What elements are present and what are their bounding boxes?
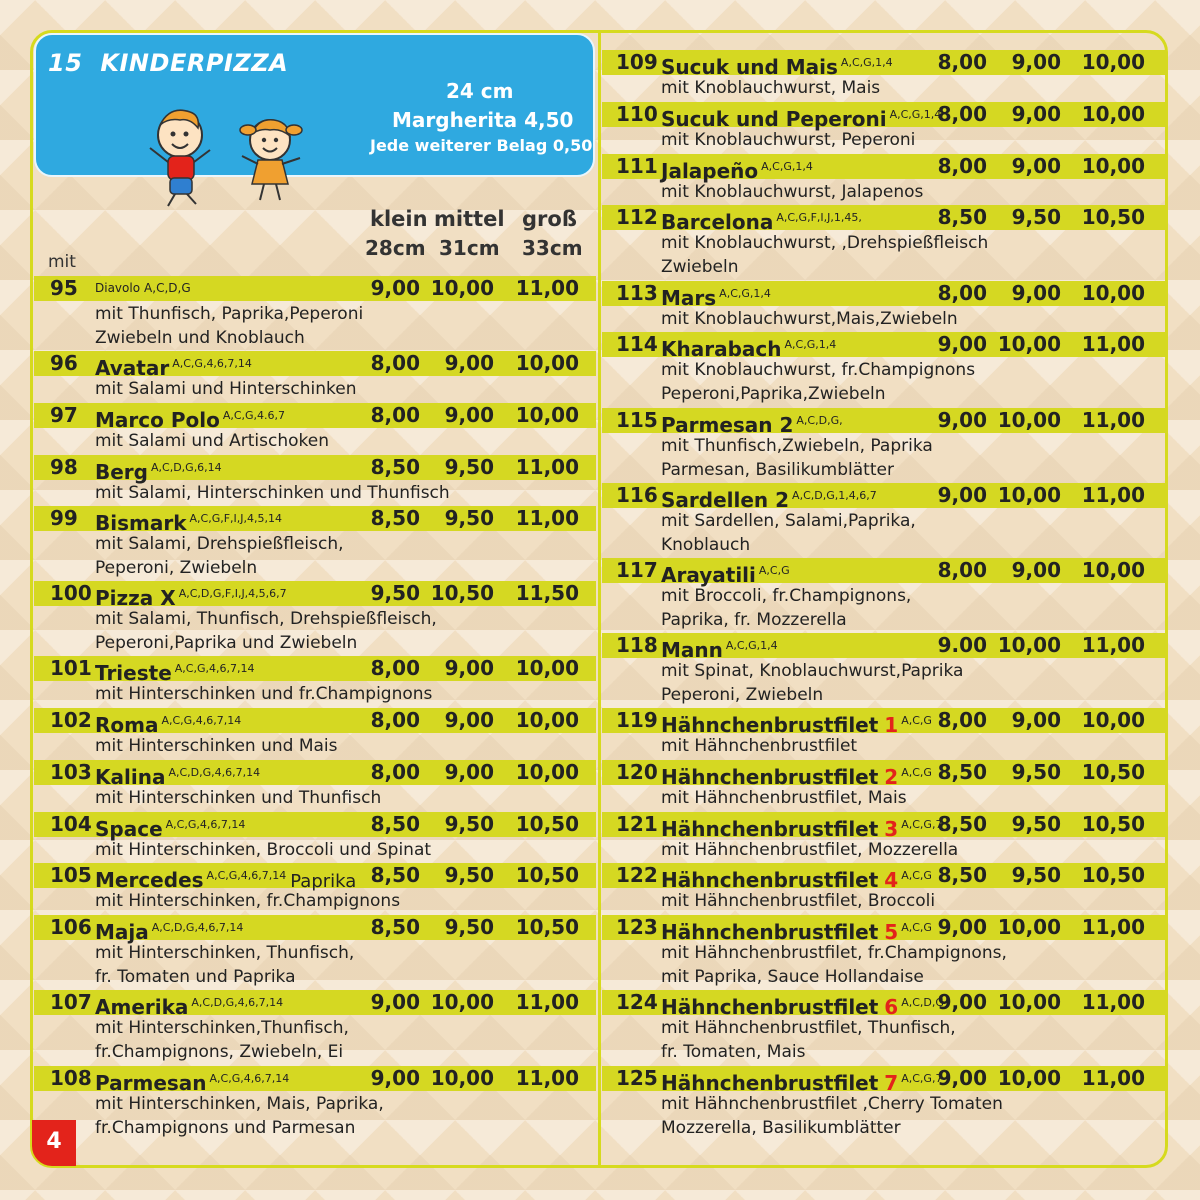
kinderpizza-size: 24 cm: [446, 79, 514, 103]
item-allergens: A,C,G,1,4: [719, 287, 771, 300]
item-price-klein: 8,00: [937, 558, 987, 582]
item-allergens: A,C,D,G,4,6,7,14: [151, 921, 244, 934]
item-number: 113: [616, 281, 658, 305]
item-allergens: A,C,G,1,4: [840, 56, 893, 69]
item-allergens: A,C,G,1,4: [889, 108, 942, 121]
item-price-mittel: 9,00: [444, 403, 494, 427]
item-number: 121: [616, 812, 658, 836]
item-number: 112: [616, 205, 658, 229]
item-description: mit Hähnchenbrustfilet, Thunfisch, fr. Tomaten, Mais: [661, 1018, 956, 1062]
item-price-gross: 10,00: [1081, 102, 1145, 126]
item-description: mit Knoblauchwurst, Mais: [661, 78, 881, 98]
item-description: mit Knoblauchwurst,Mais,Zwiebeln: [661, 309, 958, 329]
item-number: 95: [50, 276, 78, 300]
item-price-mittel: 9,50: [1011, 760, 1061, 784]
item-allergens: A,C,G,4,6,7,14: [172, 357, 252, 370]
item-price-mittel: 9,00: [1011, 558, 1061, 582]
item-price-mittel: 10,00: [997, 990, 1061, 1014]
item-name-text: Hähnchenbrustfilet: [661, 765, 879, 789]
item-price-klein: 9,00: [937, 483, 987, 507]
item-price-klein: 8,00: [937, 154, 987, 178]
kinderpizza-extra: Jede weiterer Belag 0,50: [370, 136, 593, 155]
item-number: 124: [616, 990, 658, 1014]
item-allergens: A,C,D,G,: [796, 414, 843, 427]
item-name-text: Roma: [95, 713, 159, 737]
item-price-klein: 9,00: [937, 1066, 987, 1090]
item-name-text: Hähnchenbrustfilet: [661, 1071, 879, 1095]
item-description: mit Broccoli, fr.Champignons, Paprika, fr. Mozzerella: [661, 586, 912, 630]
item-description: mit Knoblauchwurst, Peperoni: [661, 130, 916, 150]
item-description: mit Sardellen, Salami,Paprika, Knoblauch: [661, 511, 916, 555]
item-name-text: Hähnchenbrustfilet: [661, 995, 879, 1019]
item-allergens: A,C,G,4,6,7,14: [206, 869, 287, 882]
item-allergens: A,C,G,4,6,7,14: [209, 1072, 290, 1085]
item-price-mittel: 9,00: [1011, 154, 1061, 178]
item-price-gross: 11,00: [515, 455, 579, 479]
item-description: mit Hinterschinken und Mais: [95, 736, 338, 756]
item-price-gross: 10,00: [1081, 708, 1145, 732]
item-description: mit Hinterschinken, Broccoli und Spinat: [95, 840, 432, 860]
item-price-klein: 9.00: [937, 633, 987, 657]
item-name-text: Parmesan: [95, 1071, 207, 1095]
item-allergens: A,C,D,G,4,6,7,14: [168, 766, 261, 779]
item-name-text: Bismark: [95, 511, 187, 535]
item-variant-number: 7: [884, 1071, 899, 1095]
item-name-text: Sucuk und Peperoni: [661, 107, 887, 131]
item-price-mittel: 9,00: [444, 708, 494, 732]
item-price-gross: 11,00: [515, 276, 579, 300]
item-description: mit Hähnchenbrustfilet, fr.Champignons, mit Paprika, Sauce Hollandaise: [661, 943, 1007, 987]
header-gross: groß: [522, 207, 577, 231]
item-extra-word: Paprika: [290, 871, 357, 892]
item-price-mittel: 9,50: [444, 506, 494, 530]
item-price-klein: 9,00: [370, 990, 420, 1014]
header-klein-size: 28cm: [365, 236, 426, 260]
item-number: 114: [616, 332, 658, 356]
item-price-klein: 8,00: [937, 708, 987, 732]
item-number: 98: [50, 455, 78, 479]
kids-illustration: [140, 100, 320, 210]
item-number: 122: [616, 863, 658, 887]
item-number: 125: [616, 1066, 658, 1090]
item-allergens: A,C,G,F,I,J,1,45,: [776, 211, 862, 224]
item-variant-number: 5: [884, 920, 899, 944]
item-allergens: A,C,G,4,6,7,14: [174, 662, 255, 675]
kinderpizza-title: 15 KINDERPIZZA: [48, 49, 289, 77]
item-allergens: A,C,G,7: [901, 1072, 943, 1085]
header-mit: mit: [48, 252, 76, 272]
item-name-text: Sucuk und Mais: [661, 55, 838, 79]
item-number: 105: [50, 863, 92, 887]
item-price-gross: 10,50: [1081, 205, 1145, 229]
item-name-text: Hähnchenbrustfilet: [661, 817, 879, 841]
item-description: mit Hähnchenbrustfilet, Broccoli: [661, 891, 936, 911]
item-allergens: A,C,G,4.6,7: [222, 409, 286, 422]
item-allergens: A,C,G,1,4: [761, 160, 813, 173]
item-allergens: A,C,G,1,4: [784, 338, 837, 351]
item-name-text: Hähnchenbrustfilet: [661, 713, 879, 737]
item-price-gross: 10,00: [1081, 50, 1145, 74]
item-price-gross: 10,00: [515, 656, 579, 680]
item-number: 106: [50, 915, 92, 939]
item-name-text: Jalapeño: [661, 159, 759, 183]
item-description: mit Salami, Thunfisch, Drehspießfleisch, Peperoni,Paprika und Zwiebeln: [95, 609, 437, 653]
item-price-klein: 9,00: [370, 276, 420, 300]
item-name-text: Pizza X: [95, 586, 176, 610]
item-price-klein: 8,00: [937, 281, 987, 305]
item-name-text: Maja: [95, 920, 149, 944]
item-price-gross: 10,00: [515, 708, 579, 732]
item-price-mittel: 9,00: [1011, 50, 1061, 74]
item-number: 118: [616, 633, 658, 657]
item-price-gross: 11,00: [515, 990, 579, 1014]
item-name-text: Kalina: [95, 765, 166, 789]
item-name-text: Space: [95, 817, 163, 841]
item-name-text: Diavolo: [95, 281, 141, 295]
item-price-klein: 8,00: [370, 656, 420, 680]
item-name-text: Marco Polo: [95, 408, 220, 432]
item-price-gross: 10,50: [1081, 863, 1145, 887]
item-price-klein: 8,50: [937, 863, 987, 887]
item-number: 99: [50, 506, 78, 530]
item-price-gross: 10,00: [1081, 154, 1145, 178]
item-name-text: Berg: [95, 460, 148, 484]
item-price-mittel: 9,00: [444, 351, 494, 375]
item-price-klein: 8,00: [370, 351, 420, 375]
item-price-mittel: 10,50: [430, 581, 494, 605]
item-number: 108: [50, 1066, 92, 1090]
item-allergens: A,C,G,4,6,7,14: [161, 714, 242, 727]
boy-figure: [150, 110, 210, 206]
item-description: mit Hähnchenbrustfilet: [661, 736, 858, 756]
item-number: 107: [50, 990, 92, 1014]
item-price-gross: 11,00: [1081, 915, 1145, 939]
item-description: mit Knoblauchwurst, fr.Champignons Peperoni,Paprika,Zwiebeln: [661, 360, 976, 404]
item-price-klein: 8,00: [370, 760, 420, 784]
item-number: 103: [50, 760, 92, 784]
item-price-mittel: 9,50: [444, 455, 494, 479]
item-price-mittel: 10,00: [997, 483, 1061, 507]
item-number: 115: [616, 408, 658, 432]
item-allergens: A,C,G,4,6,7,14: [165, 818, 246, 831]
girl-figure: [240, 120, 302, 200]
item-allergens: A,C,G: [901, 921, 932, 934]
header-mittel: mittel: [434, 207, 505, 231]
item-number: 123: [616, 915, 658, 939]
item-price-mittel: 9,00: [444, 760, 494, 784]
item-name-text: Hähnchenbrustfilet: [661, 920, 879, 944]
item-name-text: Mars: [661, 286, 717, 310]
item-price-gross: 11,00: [1081, 483, 1145, 507]
item-number: 111: [616, 154, 658, 178]
item-price-mittel: 9,50: [444, 812, 494, 836]
item-price-klein: 9,00: [370, 1066, 420, 1090]
item-description: mit Hähnchenbrustfilet ,Cherry Tomaten Mozzerella, Basilikumblätter: [661, 1094, 1003, 1138]
item-allergens: A,C,G: [758, 564, 790, 577]
item-price-mittel: 9,50: [444, 915, 494, 939]
item-price-gross: 10,50: [515, 812, 579, 836]
item-allergens: A,C,D,G,6,14: [151, 461, 222, 474]
item-price-gross: 11,00: [1081, 1066, 1145, 1090]
item-name-text: Parmesan 2: [661, 413, 794, 437]
item-name: [95, 276, 191, 304]
item-variant-number: 2: [884, 765, 899, 789]
item-price-mittel: 9,00: [444, 656, 494, 680]
item-price-klein: 8,50: [937, 760, 987, 784]
item-price-gross: 10,50: [1081, 760, 1145, 784]
item-price-gross: 11,00: [1081, 990, 1145, 1014]
item-number: 119: [616, 708, 658, 732]
item-name-text: Sardellen 2: [661, 488, 790, 512]
item-description: mit Spinat, Knoblauchwurst,Paprika Peperoni, Zwiebeln: [661, 661, 964, 705]
item-price-gross: 11,00: [1081, 633, 1145, 657]
item-price-klein: 8,50: [370, 863, 420, 887]
item-description: mit Thunfisch, Paprika,Peperoni Zwiebeln und Knoblauch: [95, 304, 364, 348]
item-price-gross: 10,00: [1081, 558, 1145, 582]
item-description: mit Knoblauchwurst, Jalapenos: [661, 182, 924, 202]
item-price-klein: 8,00: [370, 403, 420, 427]
item-number: 101: [50, 656, 92, 680]
item-allergens: A,C,G: [901, 869, 932, 882]
item-description: mit Hinterschinken,Thunfisch, fr.Champignons, Zwiebeln, Ei: [95, 1018, 349, 1062]
item-price-klein: 9,00: [937, 915, 987, 939]
item-description: mit Salami und Hinterschinken: [95, 379, 357, 399]
item-description: mit Thunfisch,Zwiebeln, Paprika Parmesan, Basilikumblätter: [661, 436, 933, 480]
item-price-mittel: 10,00: [430, 276, 494, 300]
item-price-klein: 8,50: [370, 915, 420, 939]
item-price-mittel: 10,00: [997, 1066, 1061, 1090]
item-price-mittel: 10,00: [997, 408, 1061, 432]
item-price-mittel: 9,00: [1011, 281, 1061, 305]
item-allergens: A,C,G: [901, 766, 932, 779]
item-description: mit Salami und Artischoken: [95, 431, 329, 451]
item-number: 109: [616, 50, 658, 74]
item-price-gross: 10,50: [515, 915, 579, 939]
item-price-gross: 10,50: [515, 863, 579, 887]
item-allergens: A,C,D,G,F,I,J,4,5,6,7: [178, 587, 287, 600]
item-price-gross: 11,00: [1081, 332, 1145, 356]
item-description: mit Salami, Hinterschinken und Thunfisch: [95, 483, 450, 503]
item-name-text: Avatar: [95, 356, 170, 380]
item-price-mittel: 9,00: [1011, 708, 1061, 732]
item-name-text: Mann: [661, 638, 723, 662]
item-name-text: Barcelona: [661, 210, 774, 234]
item-price-klein: 8,00: [937, 50, 987, 74]
item-price-mittel: 10,00: [430, 990, 494, 1014]
item-price-gross: 10,00: [515, 403, 579, 427]
item-number: 110: [616, 102, 658, 126]
item-variant-number: 6: [884, 995, 899, 1019]
item-variant-number: 1: [884, 713, 899, 737]
item-number: 102: [50, 708, 92, 732]
item-price-mittel: 9,50: [1011, 863, 1061, 887]
item-number: 96: [50, 351, 78, 375]
column-divider: [598, 32, 601, 1166]
item-price-klein: 8,50: [370, 506, 420, 530]
header-klein: klein: [370, 207, 428, 231]
item-name-text: Hähnchenbrustfilet: [661, 868, 879, 892]
item-allergens: A,C,D,G: [901, 996, 944, 1009]
item-description: mit Hinterschinken, fr.Champignons: [95, 891, 401, 911]
item-price-mittel: 9,50: [444, 863, 494, 887]
item-allergens: A,C,D,G,4,6,7,14: [191, 996, 284, 1009]
item-description: mit Hinterschinken und Thunfisch: [95, 788, 382, 808]
item-price-gross: 10,50: [1081, 812, 1145, 836]
item-price-klein: 9,00: [937, 990, 987, 1014]
item-name-text: Amerika: [95, 995, 189, 1019]
item-price-gross: 11,00: [1081, 408, 1145, 432]
item-allergens: A,C,D,G: [144, 281, 191, 295]
item-price-klein: 8,50: [937, 812, 987, 836]
item-description: mit Hinterschinken und fr.Champignons: [95, 684, 433, 704]
item-allergens: A,C,G,7: [901, 818, 943, 831]
item-price-gross: 11,00: [515, 1066, 579, 1090]
item-price-klein: 8,50: [937, 205, 987, 229]
page-number: 4: [32, 1120, 76, 1166]
item-price-mittel: 9,50: [1011, 205, 1061, 229]
item-price-klein: 8,00: [937, 102, 987, 126]
item-description: mit Hinterschinken, Mais, Paprika, fr.Champignons und Parmesan: [95, 1094, 384, 1138]
item-price-gross: 10,00: [515, 351, 579, 375]
item-allergens: A,C,D,G,1,4,6,7: [792, 489, 877, 502]
item-price-mittel: 10,00: [997, 633, 1061, 657]
item-price-gross: 10,00: [1081, 281, 1145, 305]
item-price-klein: 9,00: [937, 408, 987, 432]
item-number: 97: [50, 403, 78, 427]
item-allergens: A,C,G,1,4: [725, 639, 778, 652]
item-price-mittel: 10,00: [430, 1066, 494, 1090]
item-description: mit Hähnchenbrustfilet, Mozzerella: [661, 840, 959, 860]
item-price-mittel: 10,00: [997, 332, 1061, 356]
item-description: mit Hinterschinken, Thunfisch, fr. Tomaten und Paprika: [95, 943, 355, 987]
item-name-text: Arayatili: [661, 563, 756, 587]
item-price-klein: 9,00: [937, 332, 987, 356]
item-price-gross: 11,00: [515, 506, 579, 530]
item-allergens: A,C,G,F,I,J,4,5,14: [189, 512, 283, 525]
item-name-text: Mercedes: [95, 868, 204, 892]
item-price-mittel: 9,50: [1011, 812, 1061, 836]
item-description: mit Salami, Drehspießfleisch, Peperoni, Zwiebeln: [95, 534, 344, 578]
item-number: 104: [50, 812, 92, 836]
item-price-mittel: 9,00: [1011, 102, 1061, 126]
item-price-gross: 11,50: [515, 581, 579, 605]
item-number: 117: [616, 558, 658, 582]
item-number: 100: [50, 581, 92, 605]
item-price-gross: 10,00: [515, 760, 579, 784]
item-price-klein: 9,50: [370, 581, 420, 605]
item-price-mittel: 10,00: [997, 915, 1061, 939]
item-number: 120: [616, 760, 658, 784]
header-mittel-size: 31cm: [439, 236, 500, 260]
item-name-text: Trieste: [95, 661, 172, 685]
header-gross-size: 33cm: [522, 236, 583, 260]
item-price-klein: 8,50: [370, 455, 420, 479]
item-description: mit Hähnchenbrustfilet, Mais: [661, 788, 907, 808]
item-variant-number: 3: [884, 817, 899, 841]
item-price-klein: 8,50: [370, 812, 420, 836]
item-allergens: A,C,G: [901, 714, 932, 727]
item-variant-number: 4: [884, 868, 899, 892]
item-name-text: Kharabach: [661, 337, 782, 361]
item-number: 116: [616, 483, 658, 507]
item-price-klein: 8,00: [370, 708, 420, 732]
kinderpizza-margherita: Margherita 4,50: [392, 108, 574, 132]
item-description: mit Knoblauchwurst, ,Drehspießfleisch Zwiebeln: [661, 233, 989, 277]
